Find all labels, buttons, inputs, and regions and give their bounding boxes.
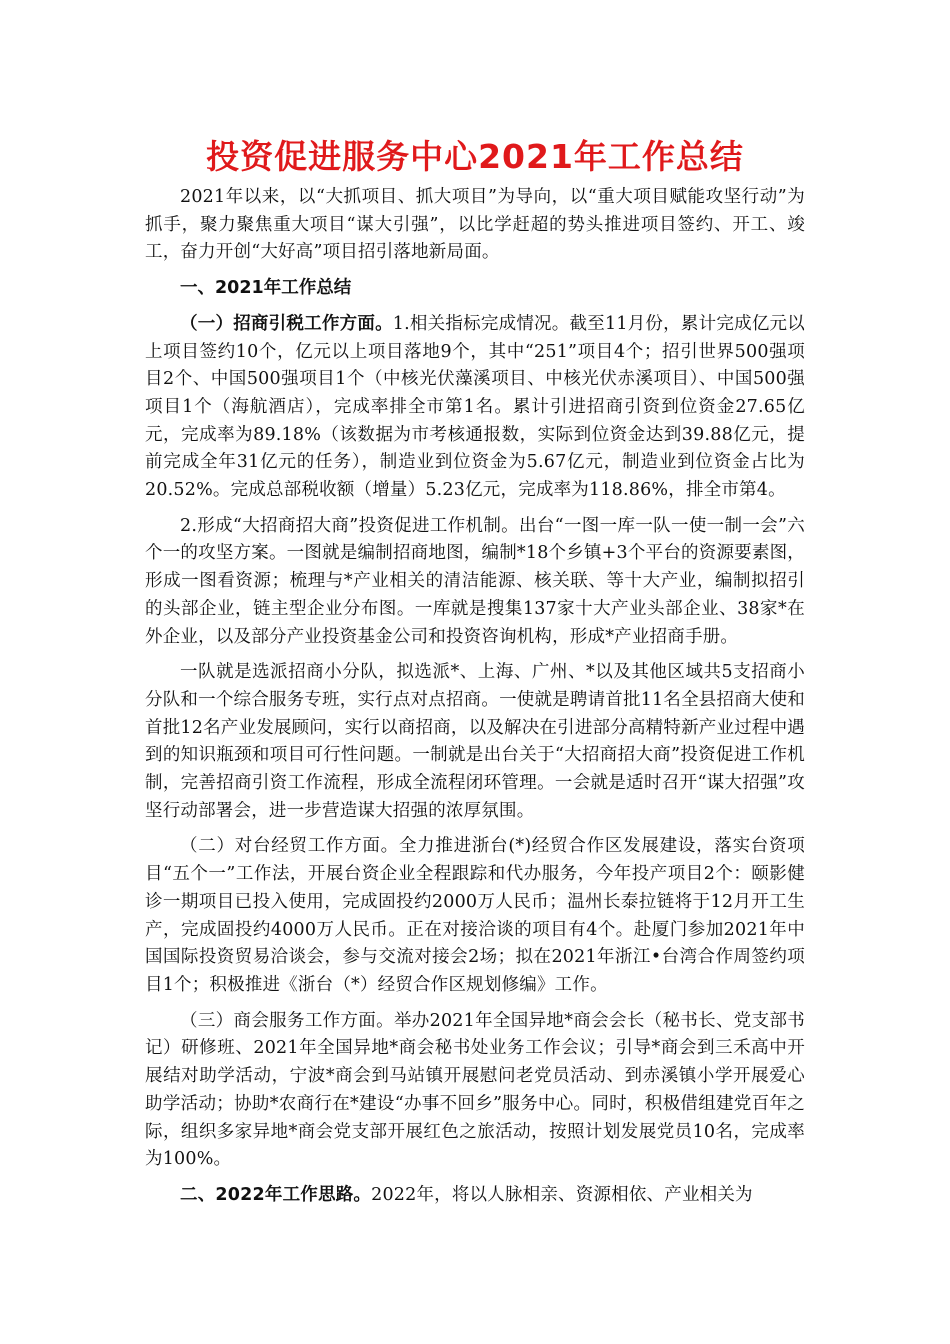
paragraph-mechanism: 2.形成“大招商招大商”投资促进工作机制。出台“一图一库一队一使一制一会”六个一的攻坚方案。一图就是编制招商地图，编制*18个乡镇+3个平台的资源要素图，形成一图看资源；梳理与*产业相关的清洁能源、核关联、等十大产业，编制拟招引的头部企业，链主型企业分布图。一库就是搜集137家十大产业头部企业、38家*在外企业，以及部分产业投资基金公司和投资咨询机构，形成*产业招商手册。: [145, 515, 805, 647]
paragraph-2022-plan: [145, 1182, 805, 1210]
section-heading-2021-summary: 一、2021年工作总结: [180, 278, 352, 299]
paragraph-taiwan-trade: （二）对台经贸工作方面。全力推进浙台(*)经贸合作区发展建设，落实台资项目“五个一”工作法，开展台资企业全程跟踪和代办服务，今年投产项目2个：颐影健诊一期项目已投入使用，完成固投约2000万人民币；温州长泰拉链将于12月开工生产，完成固投约4000万人民币。正在对接洽谈的项目有4个。赴厦门参加2021年中国国际投资贸易洽谈会，参与交流对接会2场；拟在2021年浙江•台湾合作周签约项目1个；积极推进《浙台（*）经贸合作区规划修编》工作。: [145, 836, 805, 995]
intro-paragraph: 2021年以来，以“大抓项目、抓大项目”为导向，以“重大项目赋能攻坚行动”为抓手，聚力聚焦重大项目“谋大引强”，以比学赶超的势头推进项目签约、开工、竣工，奋力开创“大好高”项目招引落地新局面。: [145, 187, 805, 263]
paragraph-chamber-service: （三）商会服务工作方面。举办2021年全国异地*商会会长（秘书长、党支部书记）研修班、2021年全国异地*商会秘书处业务工作会议；引导*商会到三禾高中开展结对助学活动，宁波*商会到马站镇开展慰问老党员活动、到赤溪镇小学开展爱心助学活动；协助*农商行在*建设“办事不回乡”服务中心。同时，积极借组建党百年之际，组织多家异地*商会党支部开展红色之旅活动，按照计划发展党员10名，完成率为100%。: [145, 1010, 805, 1170]
section-lead-2022: 二、2022年工作思路。: [180, 1184, 372, 1205]
paragraph-teams: 一队就是选派招商小分队，拟选派*、上海、广州、*以及其他区域共5支招商小分队和一个综合服务专班，实行点对点招商。一使就是聘请首批11名全县招商大使和首批12名产业发展顾问，实行以商招商，以及解决在引进部分高精特新产业过程中遇到的知识瓶颈和项目可行性问题。一制就是出台关于“大招商招大商”投资促进工作机制，完善招商引资工作流程，形成全流程闭环管理。一会就是适时召开“谋大招强”攻坚行动部署会，进一步营造谋大招强的浓厚氛围。: [145, 662, 805, 821]
paragraph-text: 2022年，将以人脉相亲、资源相依、产业相关为: [371, 1184, 753, 1205]
document-title: 投资促进服务中心2021年工作总结: [206, 137, 744, 176]
paragraph-text: 1.相关指标完成情况。截至11月份，累计完成亿元以上项目签约10个，亿元以上项目落地9个，其中“251”项目4个；招引世界500强项目2个、中国500强项目1个（中核光伏藻溪项目、中核光伏赤溪项目）、中国500强项目1个（海航酒店），完成率排全市第1名。累计引进招商引资到位资金27.65亿元，完成率为89.18%（该数据为市考核通报数，实际到位资金达到39.88亿元，提前完成全年31亿元的任务），制造业到位资金为5.67亿元，制造业到位资金占比为20.52%。完成总部税收额（增量）5.23亿元，完成率为118.86%，排全市第4。: [145, 313, 805, 501]
paragraph-investment-tax: [145, 311, 805, 505]
document-body: [145, 184, 805, 1210]
subsection-lead-investment: （一）招商引税工作方面。: [180, 313, 393, 334]
